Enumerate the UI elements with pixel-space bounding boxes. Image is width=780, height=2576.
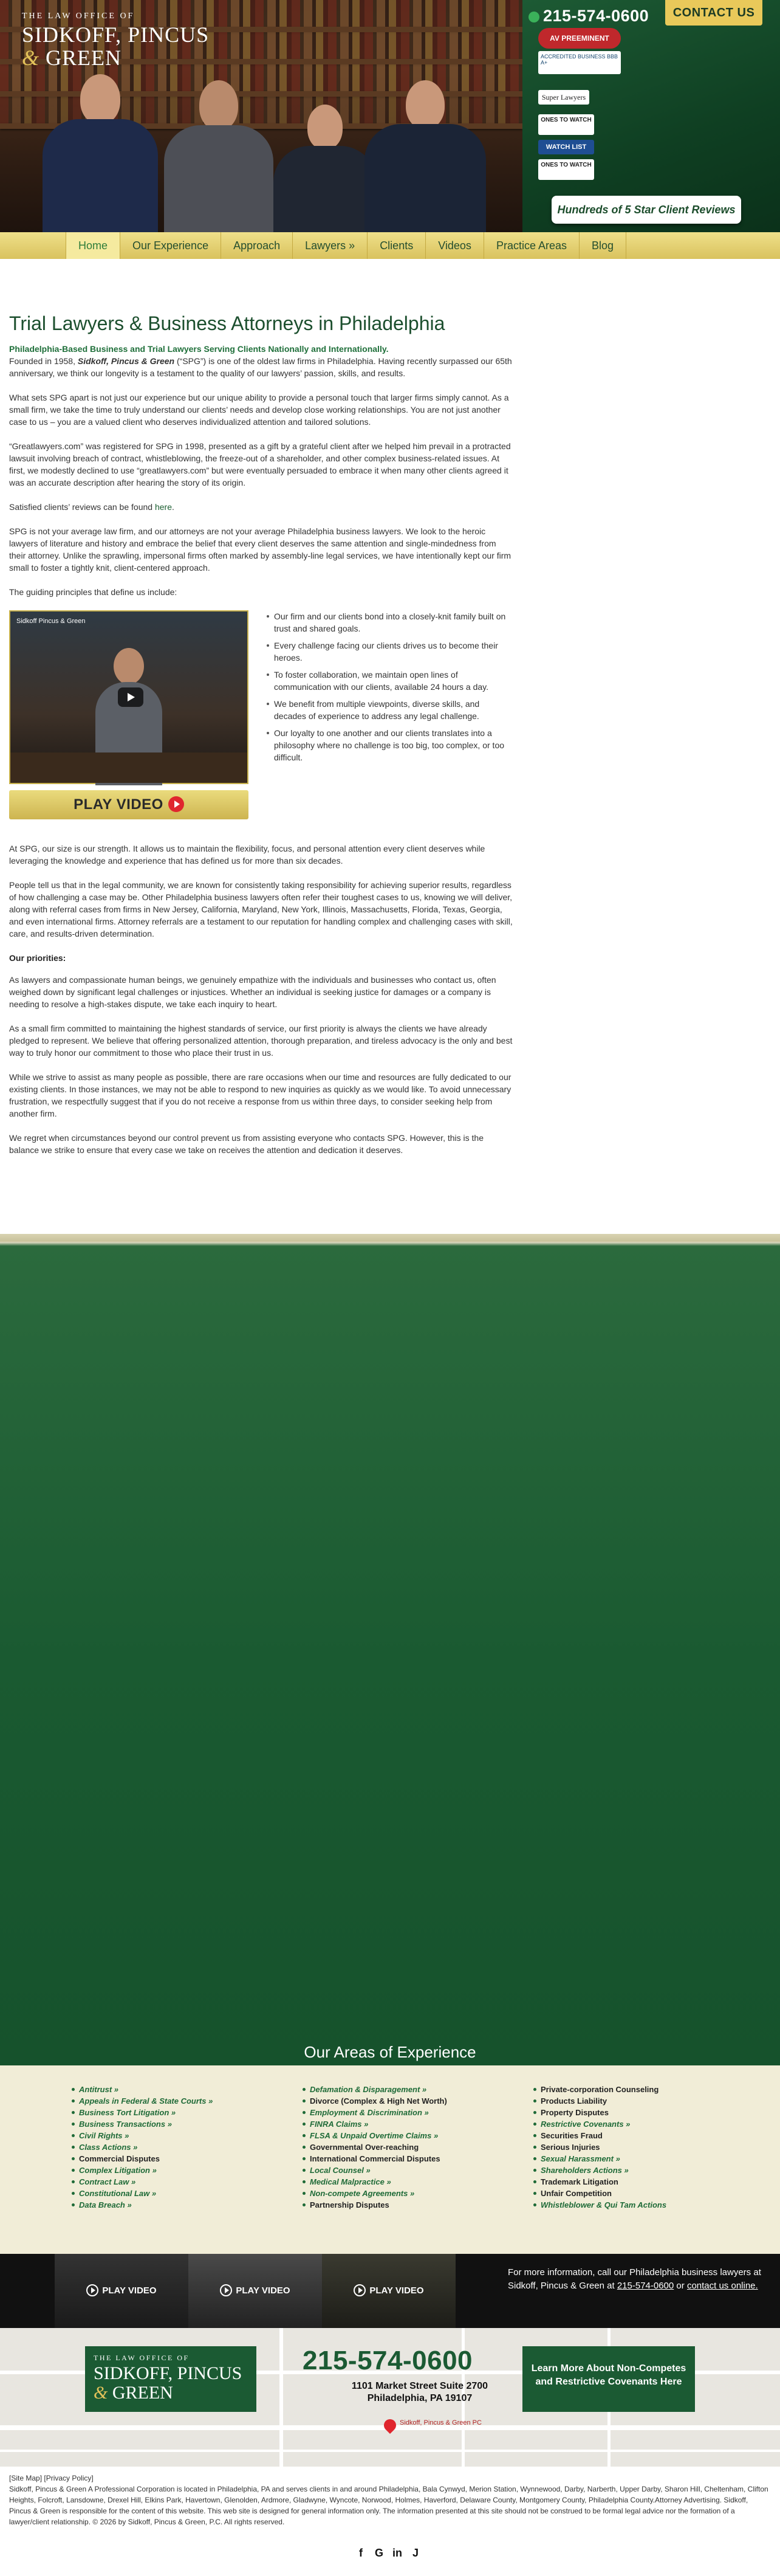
practice-area-item[interactable]: Whistleblower & Qui Tam Actions (532, 2199, 666, 2211)
footer-disclaimer: Sidkoff, Pincus & Green A Professional Corporation is located in Philadelphia, PA and serves clients in and around Philadelphia, Bala Cynwyd, Merion Station, Wynnewood, Darby, Narberth, Upper Darby, Sharon Hill, Cheltenham, Clifton Heights, Folcroft, Lansdowne, Drexel Hill, Elkins Park, Havertown, Glenolden, Ardmore, Gladwyne, Wyncote, Norwood, Holmes, Haverford, Delaware County, Montgomery County, Philadelphia County.Attorney Advertising. Sidkoff, Pincus & Green is responsible for the content of this website. This web site is designed for general information only. The information presented at this site should not be construed to be formal legal advice nor the formation of a lawyer/client relationship. © 2026 by Sidkoff, Pincus & Green, P.C. All rights reserved. (9, 2485, 768, 2526)
video-title: Sidkoff Pincus & Green (16, 618, 86, 625)
list-item: We benefit from multiple viewpoints, diverse skills, and decades of experience to address any legal challenge. (267, 698, 513, 722)
play-video-label: PLAY VIDEO (74, 796, 163, 813)
play-icon (220, 2284, 232, 2296)
paragraph-7: At SPG, our size is our strength. It allows us to maintain the flexibility, focus, and personal attention every client deserves while leveraging the knowledge and experience that has defined us for more than six decades. (9, 844, 485, 866)
practice-area-item[interactable]: Business Tort Litigation » (70, 2107, 213, 2118)
nav-clients[interactable]: Clients (367, 232, 425, 259)
practice-area-item: Property Disputes (532, 2107, 666, 2118)
watch-list-badge: WATCH LIST (538, 140, 594, 154)
attorney-photo-4 (364, 80, 486, 232)
practice-area-item[interactable]: Medical Malpractice » (301, 2176, 447, 2188)
logo-prefix: THE LAW OFFICE OF (22, 12, 135, 21)
practice-area-item[interactable]: FINRA Claims » (301, 2118, 447, 2130)
practice-area-item[interactable]: FLSA & Unpaid Overtime Claims » (301, 2130, 447, 2141)
strip-phone-link[interactable]: 215-574-0600 (617, 2281, 674, 2291)
practice-area-item[interactable]: Antitrust » (70, 2084, 213, 2095)
reviews-text-end: . (171, 502, 174, 512)
play-icon (86, 2284, 98, 2296)
practice-area-item[interactable]: Restrictive Covenants » (532, 2118, 666, 2130)
practice-area-item: Partnership Disputes (301, 2199, 447, 2211)
learn-more-button[interactable]: Learn More About Non-Competes and Restrictive Covenants Here (522, 2346, 695, 2412)
map-pin-icon[interactable] (381, 2417, 399, 2434)
practice-area-item[interactable]: Non-compete Agreements » (301, 2188, 447, 2199)
paragraph-3: “Greatlawyers.com” was registered for SPG in 1998, presented as a gift by a grateful client after we helped him prevail in a protracted lawsuit involving breach of contract, whistleblowing, the freeze-out of a shareholder, and other complex business-related issues. At first, we modestly declined to use “greatlawyers.com” but were eventually persuaded to embrace it when many other clients agreed it was an accurate description after hearing the story of its origin. (9, 441, 511, 487)
practice-area-item: Serious Injuries (532, 2141, 666, 2153)
list-item: Every challenge facing our clients drives us to become their heroes. (267, 639, 513, 664)
strip-video-1[interactable] (55, 2254, 188, 2328)
practice-area-item[interactable]: Complex Litigation » (70, 2164, 213, 2176)
nav-practice-areas[interactable]: Practice Areas (484, 232, 579, 259)
footer-logo[interactable] (85, 2346, 256, 2412)
nav-items (66, 232, 626, 259)
site-logo[interactable] (22, 10, 209, 69)
practice-area-item[interactable]: Sexual Harassment » (532, 2153, 666, 2164)
practice-area-item[interactable]: Constitutional Law » (70, 2188, 213, 2199)
play-icon (354, 2284, 366, 2296)
practice-area-item: Unfair Competition (532, 2188, 666, 2199)
nav-lawyers[interactable]: Lawyers » (292, 232, 367, 259)
priorities-heading: Our priorities: (9, 953, 66, 963)
footer-links[interactable]: [Site Map] [Privacy Policy] (9, 2474, 94, 2482)
video-strip (0, 2254, 780, 2328)
footer-address-line-2: Philadelphia, PA 19107 (367, 2393, 473, 2403)
list-item: Our firm and our clients bond into a closely-knit family built on trust and shared goals. (267, 610, 513, 635)
practice-area-item[interactable]: Defamation & Disparagement » (301, 2084, 447, 2095)
strip-video-2[interactable] (188, 2254, 322, 2328)
practice-area-item: Commercial Disputes (70, 2153, 213, 2164)
video-box (9, 610, 248, 819)
practice-area-item: International Commercial Disputes (301, 2153, 447, 2164)
logo-line-2-text: GREEN (39, 45, 122, 70)
nav-blog[interactable]: Blog (579, 232, 626, 259)
paragraph-4 (9, 501, 513, 513)
areas-title: Our Areas of Experience (304, 2043, 476, 2061)
map-pin-label: Sidkoff, Pincus & Green PC (400, 2419, 482, 2426)
practice-area-item[interactable]: Appeals in Federal & State Courts » (70, 2095, 213, 2107)
super-lawyers-badge: Super Lawyers (538, 90, 589, 105)
paragraph-8: People tell us that in the legal community, we are known for consistently taking responsibility for achieving superior results, regardless of how challenging a case may be. Other Philadelphia business lawyers often refer their toughest cases to us, knowing we will deliver, along with referral cases from firms in New Jersey, California, Maryland, New York, Illinois, Massachusetts, Florida, Texas, Georgia, and even international firms. Attorney referrals are a testament to our reputation for handling complex and challenging cases with skill, care, and results-driven determination. (9, 880, 513, 938)
social-links (355, 2547, 422, 2559)
site-header (0, 0, 780, 232)
paragraph-9: As lawyers and compassionate human beings, we genuinely empathize with the individuals and businesses who contact us, often weighed down by significant legal challenges or injustices. Whether an individual is seeking justice for damages or a company is needing to resolve a high-stakes dispute, we take each inquiry to heart. (9, 974, 496, 1009)
nav-approach[interactable]: Approach (221, 232, 292, 259)
attorney-photo-2 (164, 80, 273, 232)
practice-area-item[interactable]: Contract Law » (70, 2176, 213, 2188)
client-reviews-button[interactable]: Hundreds of 5 Star Client Reviews (552, 196, 741, 224)
nav-home[interactable]: Home (66, 232, 120, 259)
header-phone[interactable] (529, 4, 649, 29)
practice-area-item: Trademark Litigation (532, 2176, 666, 2188)
main-nav (0, 232, 780, 259)
reviews-text: Satisfied clients’ reviews can be found (9, 502, 155, 512)
guiding-principles-list (248, 610, 513, 819)
reviews-link[interactable]: here (154, 502, 172, 512)
paragraph-6: The guiding principles that define us include: (9, 587, 177, 597)
footer-map[interactable] (0, 2328, 780, 2467)
practice-area-item[interactable]: Business Transactions » (70, 2118, 213, 2130)
green-background-band (0, 1234, 780, 2065)
practice-area-item[interactable]: Class Actions » (70, 2141, 213, 2153)
main-content (9, 311, 513, 1168)
paragraph-2: What sets SPG apart is not just our experience but our unique ability to provide a personal touch that larger firms simply cannot. As a small firm, we take the time to truly understand our clients’ needs and develop close working relationships. You are not just another case to us – you are a valued client who deserves individualized attention and tailored solutions. (9, 393, 509, 427)
play-circle-icon (168, 796, 184, 812)
header-phone-number: 215-574-0600 (543, 7, 649, 25)
footer-logo-line-2 (94, 2383, 248, 2403)
logo-line-2 (22, 46, 209, 69)
video-play-icon[interactable] (118, 687, 143, 707)
video-desk (10, 752, 247, 783)
intro-paragraph (9, 355, 513, 379)
av-preeminent-badge: AV PREEMINENT (538, 28, 621, 49)
page-subtitle: Philadelphia-Based Business and Trial Lawyers Serving Clients Nationally and Internationally. (9, 344, 389, 354)
paragraph-11: While we strive to assist as many people as possible, there are rare occasions when our time and resources are fully dedicated to our existing clients. In those instances, we may not be able to respond to new inquiries as quickly as we would like. To avoid unnecessary frustration, we respectfully suggest that if you do not receive a response from us within three days, to consider seeking help from another firm. (9, 1072, 511, 1118)
paragraph-5: SPG is not your average law firm, and our attorneys are not your average Philadelphia business lawyers. We look to the heroic lawyers of literature and history and embrace the belief that every client deserves the same attention and single-mindedness from their attorney. Unlike the sprawling, impersonal firms often marked by assembly-line legal services, we have intentionally kept our firm small to foster a tightly knit, client-centered approach. (9, 526, 511, 573)
attorney-photo-3 (273, 105, 377, 232)
practice-area-item[interactable]: Local Counsel » (301, 2164, 447, 2176)
footer-address-line-1: 1101 Market Street Suite 2700 (351, 2381, 488, 2391)
ones-to-watch-badge: ONES TO WATCH (538, 114, 594, 135)
footer-logo-line-2-text: GREEN (108, 2382, 173, 2403)
ones-to-watch-badge-2: ONES TO WATCH (538, 159, 594, 180)
hero-photo (0, 0, 522, 232)
footer-logo-prefix: THE LAW OFFICE OF (94, 2354, 190, 2362)
linkedin-icon[interactable]: in (392, 2547, 402, 2559)
practice-area-item: Private-corporation Counseling (532, 2084, 666, 2095)
play-video-button[interactable] (9, 790, 248, 819)
areas-of-experience (0, 2065, 780, 2254)
site-footer (0, 2467, 780, 2576)
footer-logo-ampersand: & (94, 2382, 108, 2403)
strip-play-label: PLAY VIDEO (369, 2285, 424, 2296)
practice-area-item[interactable]: Civil Rights » (70, 2130, 213, 2141)
strip-cta-text (508, 2266, 763, 2293)
map-road (279, 2328, 283, 2467)
attorney-photo-1 (43, 74, 158, 232)
list-item: Our loyalty to one another and our clients translates into a philosophy where no challenge is too big, too complex, or too difficult. (267, 727, 513, 763)
nav-videos[interactable]: Videos (425, 232, 484, 259)
strip-video-3[interactable] (322, 2254, 456, 2328)
map-road (0, 2450, 780, 2452)
intro-post: (“SPG”) is one of the oldest law firms in Philadelphia. Having recently surpassed our 65th anniversary, we think our longevity is a testament to the quality of our lawyers’ passion, skills, and results. (9, 356, 512, 378)
practice-area-item[interactable]: Shareholders Actions » (532, 2164, 666, 2176)
strip-cta-pre: For more information, call our Philadelphia business lawyers at Sidkoff, Pincus & Green at (508, 2267, 761, 2291)
justia-icon[interactable]: J (412, 2547, 419, 2559)
contact-us-button[interactable]: CONTACT US (665, 0, 762, 26)
practice-area-item: Governmental Over-reaching (301, 2141, 447, 2153)
practice-area-item[interactable]: Data Breach » (70, 2199, 213, 2211)
phone-icon (529, 12, 539, 22)
nav-our-experience[interactable]: Our Experience (120, 232, 221, 259)
areas-column-1 (70, 2084, 213, 2211)
paragraph-10: As a small firm committed to maintaining the highest standards of service, our first priority is always the clients we have already pledged to represent. We believe that offering personalized attention, thorough preparation, and tireless advocacy is the only and best way to truly honor our commitment to those who place their trust in us. (9, 1023, 513, 1058)
practice-area-item: Securities Fraud (532, 2130, 666, 2141)
areas-column-2 (301, 2084, 447, 2211)
paragraph-12: We regret when circumstances beyond our control prevent us from assisting everyone who contacts SPG. However, this is the balance we strike to ensure that every case we take on receives the attention and dedication it deserves. (9, 1132, 484, 1155)
strip-play-label: PLAY VIDEO (236, 2285, 290, 2296)
strip-cta-mid: or (674, 2281, 687, 2291)
logo-line-1: SIDKOFF, PINCUS (22, 22, 210, 47)
practice-area-item: Products Liability (532, 2095, 666, 2107)
strip-play-label: PLAY VIDEO (102, 2285, 157, 2296)
intro-pre: Founded in 1958, (9, 356, 78, 366)
google-icon[interactable]: G (374, 2547, 383, 2559)
logo-ampersand: & (22, 45, 40, 70)
intro-firm-name: Sidkoff, Pincus & Green (77, 356, 175, 366)
list-item: To foster collaboration, we maintain open lines of communication with our clients, available 24 hours a day. (267, 669, 513, 693)
page-title: Trial Lawyers & Business Attorneys in Philadelphia (9, 312, 445, 334)
video-player[interactable] (9, 610, 248, 784)
strip-contact-link[interactable]: contact us online. (686, 2281, 758, 2291)
areas-column-3 (532, 2084, 666, 2211)
video-principles-row (9, 610, 513, 819)
practice-area-item[interactable]: Employment & Discrimination » (301, 2107, 447, 2118)
footer-phone[interactable]: 215-574-0600 (303, 2346, 473, 2375)
footer-logo-line-1: SIDKOFF, PINCUS (94, 2363, 242, 2383)
facebook-icon[interactable]: f (359, 2547, 363, 2559)
practice-area-item: Divorce (Complex & High Net Worth) (301, 2095, 447, 2107)
bbb-badge[interactable]: ACCREDITED BUSINESS BBB A+ (538, 51, 621, 74)
